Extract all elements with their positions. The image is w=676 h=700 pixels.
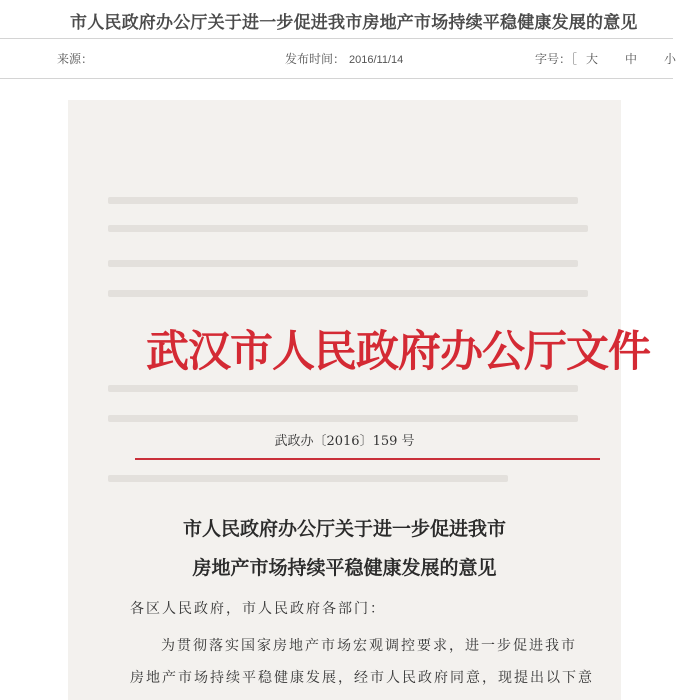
document-title-line: 房地产市场持续平稳健康发展的意见: [192, 557, 497, 579]
fontsize-medium-button[interactable]: 中: [625, 52, 638, 66]
document-title-line: 市人民政府办公厅关于进一步促进我市: [182, 518, 506, 540]
publish-value: 2016/11/14: [349, 54, 404, 66]
body-line: 房地产市场持续平稳健康发展，经市人民政府同意，现提出以下意: [130, 670, 594, 686]
divider: [0, 78, 673, 79]
document-header: 武汉市人民政府办公厅文件: [146, 327, 650, 377]
document-scan: [68, 100, 650, 700]
body-line: 为贯彻落实国家房地产市场宏观调控要求，进一步促进我市: [161, 638, 577, 654]
fontsize-large-button[interactable]: 大: [586, 52, 599, 66]
salutation: 各区人民政府，市人民政府各部门：: [130, 601, 386, 617]
document-number: 武政办〔2016〕159 号: [274, 434, 415, 449]
divider: [0, 38, 673, 39]
fontsize-small-button[interactable]: 小: [664, 52, 676, 66]
red-divider: [135, 458, 600, 460]
publish-time: [285, 50, 403, 67]
fontsize-label: 字号：［: [535, 52, 578, 66]
source-info: [57, 50, 97, 67]
source-label: 来源：: [57, 52, 94, 66]
page-title: 市人民政府办公厅关于进一步促进我市房地产市场持续平稳健康发展的意见: [70, 13, 638, 33]
publish-label: 发布时间：: [285, 52, 346, 66]
